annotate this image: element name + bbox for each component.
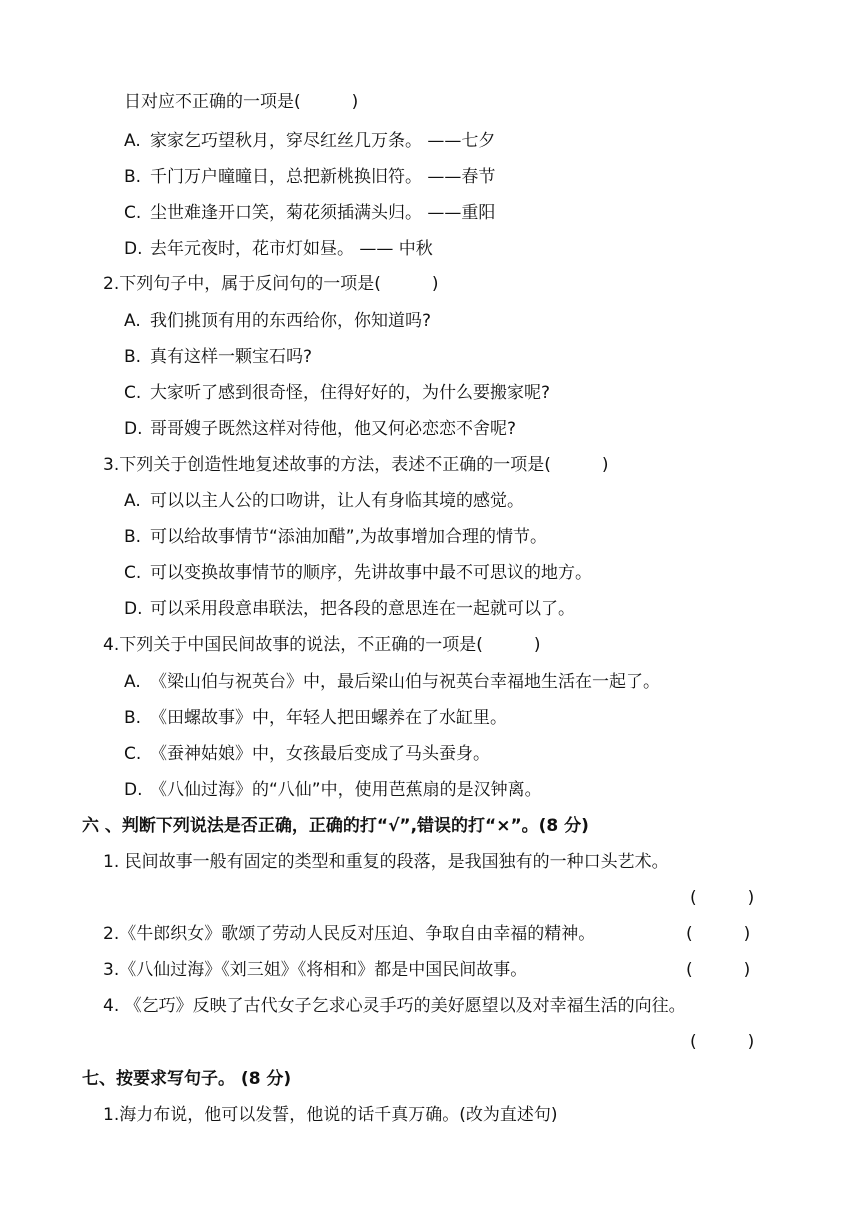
question-3: 3.下列关于创造性地复述故事的方法，表述不正确的一项是( ) [103,455,609,475]
option-label: C. [124,383,142,403]
q1-option-a [124,130,495,152]
q4-option-b [124,707,507,729]
answer-paren: ( ) [690,1032,755,1052]
option-text: 哥哥嫂子既然这样对待他，他又何必恋恋不舍呢? [150,419,517,439]
s6-item-2: 2.《牛郎织女》歌颂了劳动人民反对压迫、争取自由幸福的精神。 [103,924,596,944]
q2-option-c [124,382,550,404]
q1-option-d [124,238,433,260]
option-label: A. [124,131,141,151]
option-label: C. [124,203,142,223]
q3-option-b [124,526,547,548]
q2-option-a [124,310,431,332]
option-text: 《梁山伯与祝英台》中，最后梁山伯与祝英台幸福地生活在一起了。 [150,672,660,692]
option-label: B. [124,347,142,367]
q2-option-d [124,418,516,440]
option-label: C. [124,744,142,764]
option-label: B. [124,167,142,187]
option-text: 可以以主人公的口吻讲，让人有身临其境的感觉。 [150,491,524,511]
question-2: 2.下列句子中，属于反问句的一项是( ) [103,274,439,294]
s6-item-1: 1. 民间故事一般有固定的类型和重复的段落，是我国独有的一种口头艺术。 [103,852,669,872]
q4-option-a [124,671,660,693]
q3-option-d [124,598,575,620]
option-text: 家家乞巧望秋月，穿尽红丝几万条。 ——七夕 [150,131,496,151]
option-label: B. [124,527,142,547]
option-text: 《蚕神姑娘》中，女孩最后变成了马头蚕身。 [150,744,490,764]
section-6-heading: 六 、判断下列说法是否正确，正确的打“√”,错误的打“×”。(8 分) [82,816,589,836]
q4-option-c [124,743,490,765]
option-text: 真有这样一颗宝石吗? [150,347,313,367]
question-4: 4.下列关于中国民间故事的说法，不正确的一项是( ) [103,635,541,655]
option-label: D. [124,780,143,800]
q3-option-c [124,562,592,584]
q2-option-b [124,346,312,368]
s6-item-3: 3.《八仙过海》《刘三姐》《将相和》都是中国民间故事。 [103,960,528,980]
s7-item-1: 1.海力布说，他可以发誓，他说的话千真万确。(改为直述句) [103,1105,558,1125]
q4-option-d [124,779,542,801]
option-text: 千门万户曈曈日，总把新桃换旧符。 ——春节 [150,167,496,187]
option-text: 《八仙过海》的“八仙”中，使用芭蕉扇的是汉钟离。 [150,780,542,800]
answer-paren: ( ) [690,888,755,908]
option-text: 《田螺故事》中，年轻人把田螺养在了水缸里。 [150,708,507,728]
answer-paren: ( ) [686,960,751,980]
section-7-heading: 七、按要求写句子。 (8 分) [82,1069,292,1089]
option-label: D. [124,599,143,619]
option-label: B. [124,708,142,728]
s6-item-4: 4. 《乞巧》反映了古代女子乞求心灵手巧的美好愿望以及对幸福生活的向往。 [103,996,686,1016]
option-label: C. [124,563,142,583]
option-label: D. [124,419,143,439]
option-text: 去年元夜时，花市灯如昼。 —— 中秋 [150,239,433,259]
option-label: A. [124,672,141,692]
question-1-tail: 日对应不正确的一项是( ) [124,92,359,112]
option-text: 可以给故事情节“添油加醋”,为故事增加合理的情节。 [150,527,548,547]
option-label: A. [124,491,141,511]
q3-option-a [124,490,524,512]
option-text: 大家听了感到很奇怪，住得好好的，为什么要搬家呢? [150,383,551,403]
option-text: 可以变换故事情节的顺序，先讲故事中最不可思议的地方。 [150,563,592,583]
option-label: A. [124,311,141,331]
option-label: D. [124,239,143,259]
option-text: 可以采用段意串联法，把各段的意思连在一起就可以了。 [150,599,575,619]
q1-option-b [124,166,495,188]
option-text: 我们挑顶有用的东西给你，你知道吗? [150,311,432,331]
q1-option-c [124,202,495,224]
answer-paren: ( ) [686,924,751,944]
option-text: 尘世难逢开口笑，菊花须插满头归。 ——重阳 [150,203,496,223]
